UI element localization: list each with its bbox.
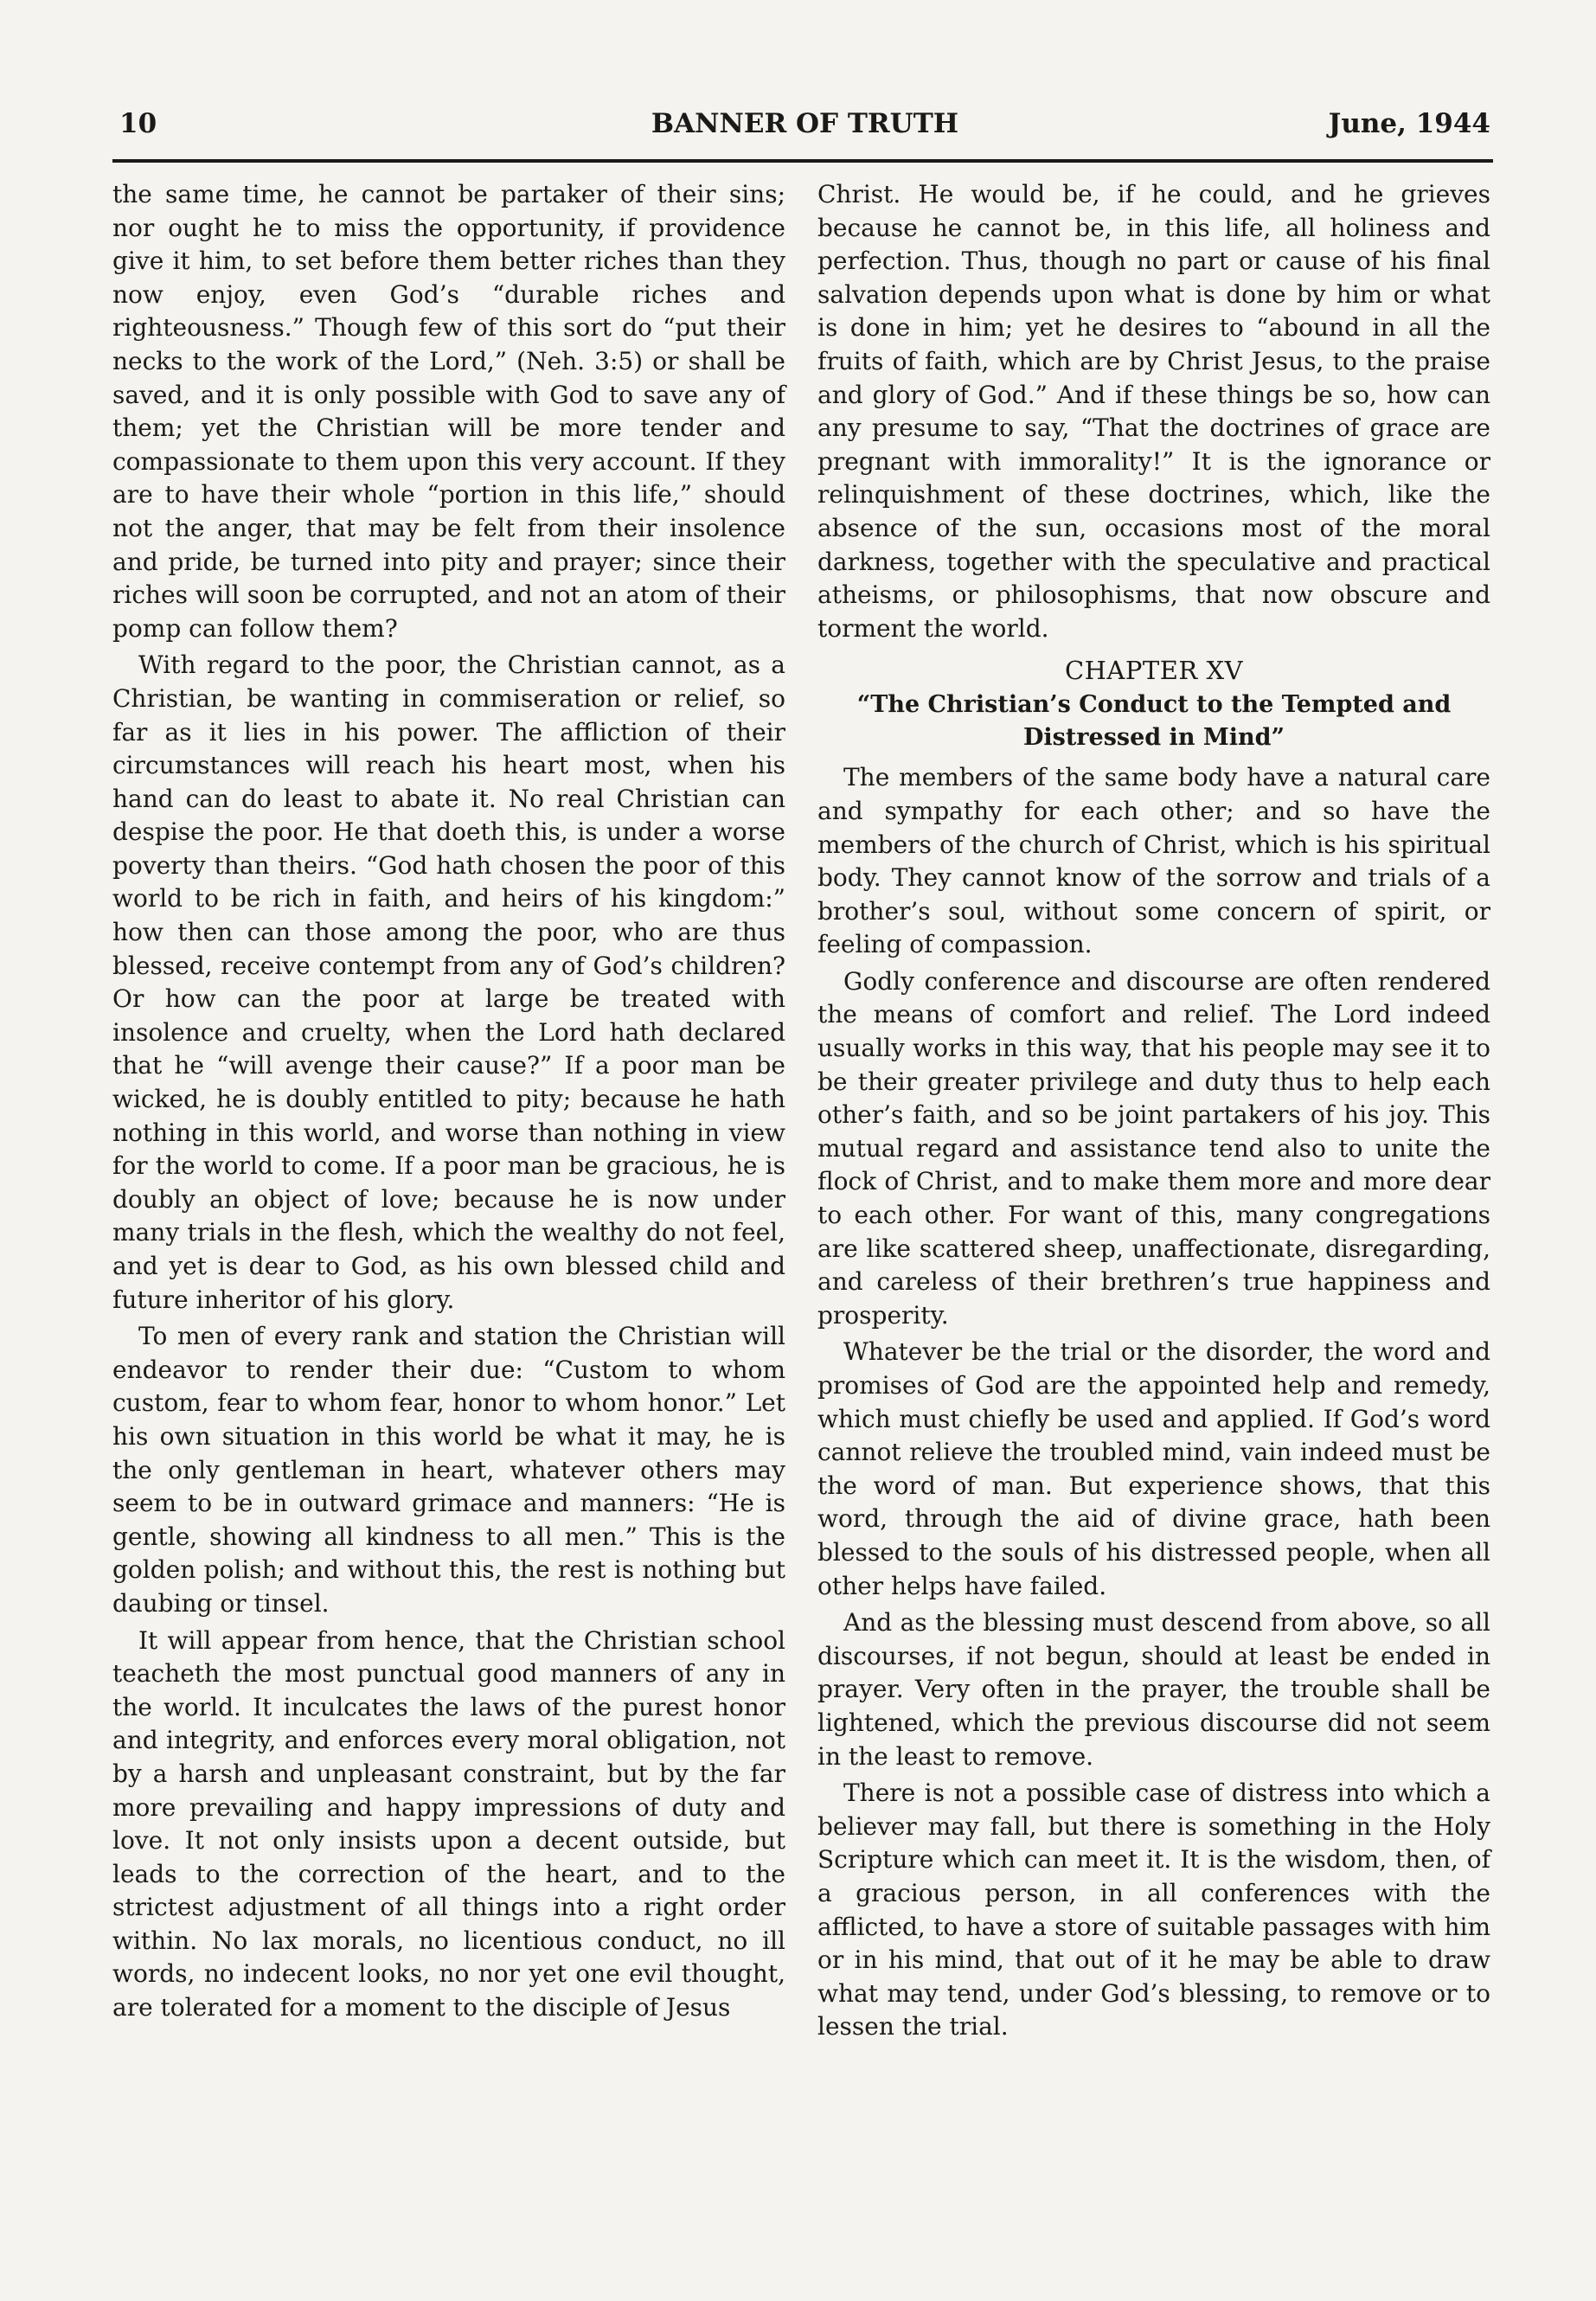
- left-column: [112, 178, 785, 2029]
- publication-title: BANNER OF TRUTH: [651, 108, 959, 139]
- running-header: [119, 108, 1490, 151]
- chapter-heading: [817, 654, 1490, 754]
- paragraph: The members of the same body have a natural care and sympathy for each other; and so have the members of the church of Christ, which is his spiritual body. They cannot know of the sorrow and trials of a brother’s soul, without some concern of spirit, or feeling of compassion.: [817, 763, 1490, 959]
- chapter-title: CHAPTER XV: [1064, 656, 1244, 686]
- paragraph: Whatever be the trial or the disorder, the word and promises of God are the appointed help and remedy, which must chiefly be used and applied. If God’s word cannot relieve the troubled mind, vain indeed must be the word of man. But experience shows, that this word, through the aid of divine grace, hath been blessed to the souls of his distressed people, when all other helps have failed.: [817, 1337, 1490, 1600]
- header-rule: [112, 159, 1493, 163]
- paragraph: And as the blessing must descend from above, so all discourses, if not begun, should at least be ended in prayer. Very often in the prayer, the trouble shall be lightened, which the previous discourse did not seem in the least to remove.: [817, 1608, 1490, 1771]
- issue-date: June, 1944: [1328, 108, 1490, 139]
- paragraph: It will appear from hence, that the Christian school teacheth the most punctual good manners of any in the world. It inculcates the laws of the purest honor and integrity, and enforces every moral obligation, not by a harsh and unpleasant constraint, but by the far more prevailing and happy impressions of duty and love. It not only insists upon a decent outside, but leads to the correction of the heart, and to the strictest adjustment of all things into a right order within. No lax morals, no licentious conduct, no ill words, no indecent looks, no nor yet one evil thought, are tolerated for a moment to the disciple of Jesus: [112, 1625, 785, 2022]
- right-column: [817, 178, 1490, 2048]
- paragraph: Christ. He would be, if he could, and he grieves because he cannot be, in this life, all holiness and perfection. Thus, though no part or cause of his final salvation depends upon what is done by him or what is done in him; yet he desires to “abound in all the fruits of faith, which are by Christ Jesus, to the praise and glory of God.” And if these things be so, how can any presume to say, “That the doctrines of grace are pregnant with immorality!” It is the ignorance or relinquishment of these doctrines, which, like the absence of the sun, occasions most of the moral darkness, together with the speculative and practical atheisms, or philosophisms, that now obscure and torment the world.: [817, 180, 1490, 643]
- chapter-subtitle: “The Christian’s Conduct to the Tempted and Distressed in Mind”: [856, 691, 1452, 752]
- page-number: 10: [119, 108, 157, 139]
- paragraph: the same time, he cannot be partaker of their sins; nor ought he to miss the opportunity, if providence give it him, to set before them better riches than they now enjoy, even God’s “durable riches and righteousness.” Though few of this sort do “put their necks to the work of the Lord,” (Neh. 3:5) or shall be saved, and it is only possible with God to save any of them; yet the Christian will be more tender and compassionate to them upon this very account. If they are to have their whole “portion in this life,” should not the anger, that may be felt from their insolence and pride, be turned into pity and prayer; since their riches will soon be corrupted, and not an atom of their pomp can follow them?: [112, 180, 785, 643]
- paragraph: To men of every rank and station the Christian will endeavor to render their due: “Custom to whom custom, fear to whom fear, honor to whom honor.” Let his own situation in this world be what it may, he is the only gentleman in heart, whatever others may seem to be in outward grimace and manners: “He is gentle, showing all kindness to all men.” This is the golden polish; and without this, the rest is nothing but daubing or tinsel.: [112, 1322, 785, 1618]
- paragraph: With regard to the poor, the Christian cannot, as a Christian, be wanting in commiseration or relief, so far as it lies in his power. The affliction of their circumstances will reach his heart most, when his hand can do least to abate it. No real Christian can despise the poor. He that doeth this, is under a worse poverty than theirs. “God hath chosen the poor of this world to be rich in faith, and heirs of his kingdom:” how then can those among the poor, who are thus blessed, receive contempt from any of God’s children? Or how can the poor at large be treated with insolence and cruelty, when the Lord hath declared that he “will avenge their cause?” If a poor man be wicked, he is doubly entitled to pity; because he hath nothing in this world, and worse than nothing in view for the world to come. If a poor man be gracious, he is doubly an object of love; because he is now under many trials in the flesh, which the wealthy do not feel, and yet is dear to God, as his own blessed child and future inheritor of his glory.: [112, 651, 785, 1314]
- paragraph: There is not a possible case of distress into which a believer may fall, but there is something in the Holy Scripture which can meet it. It is the wisdom, then, of a gracious person, in all conferences with the afflicted, to have a store of suitable passages with him or in his mind, that out of it he may be able to draw what may tend, under God’s blessing, to remove or to lessen the trial.: [817, 1779, 1490, 2041]
- paragraph: Godly conference and discourse are often rendered the means of comfort and relief. The Lord indeed usually works in this way, that his people may see it to be their greater privilege and duty thus to help each other’s faith, and so be joint partakers of his joy. This mutual regard and assistance tend also to unite the flock of Christ, and to make them more and more dear to each other. For want of this, many congregations are like scattered sheep, unaffectionate, disregarding, and careless of their brethren’s true happiness and prosperity.: [817, 966, 1490, 1330]
